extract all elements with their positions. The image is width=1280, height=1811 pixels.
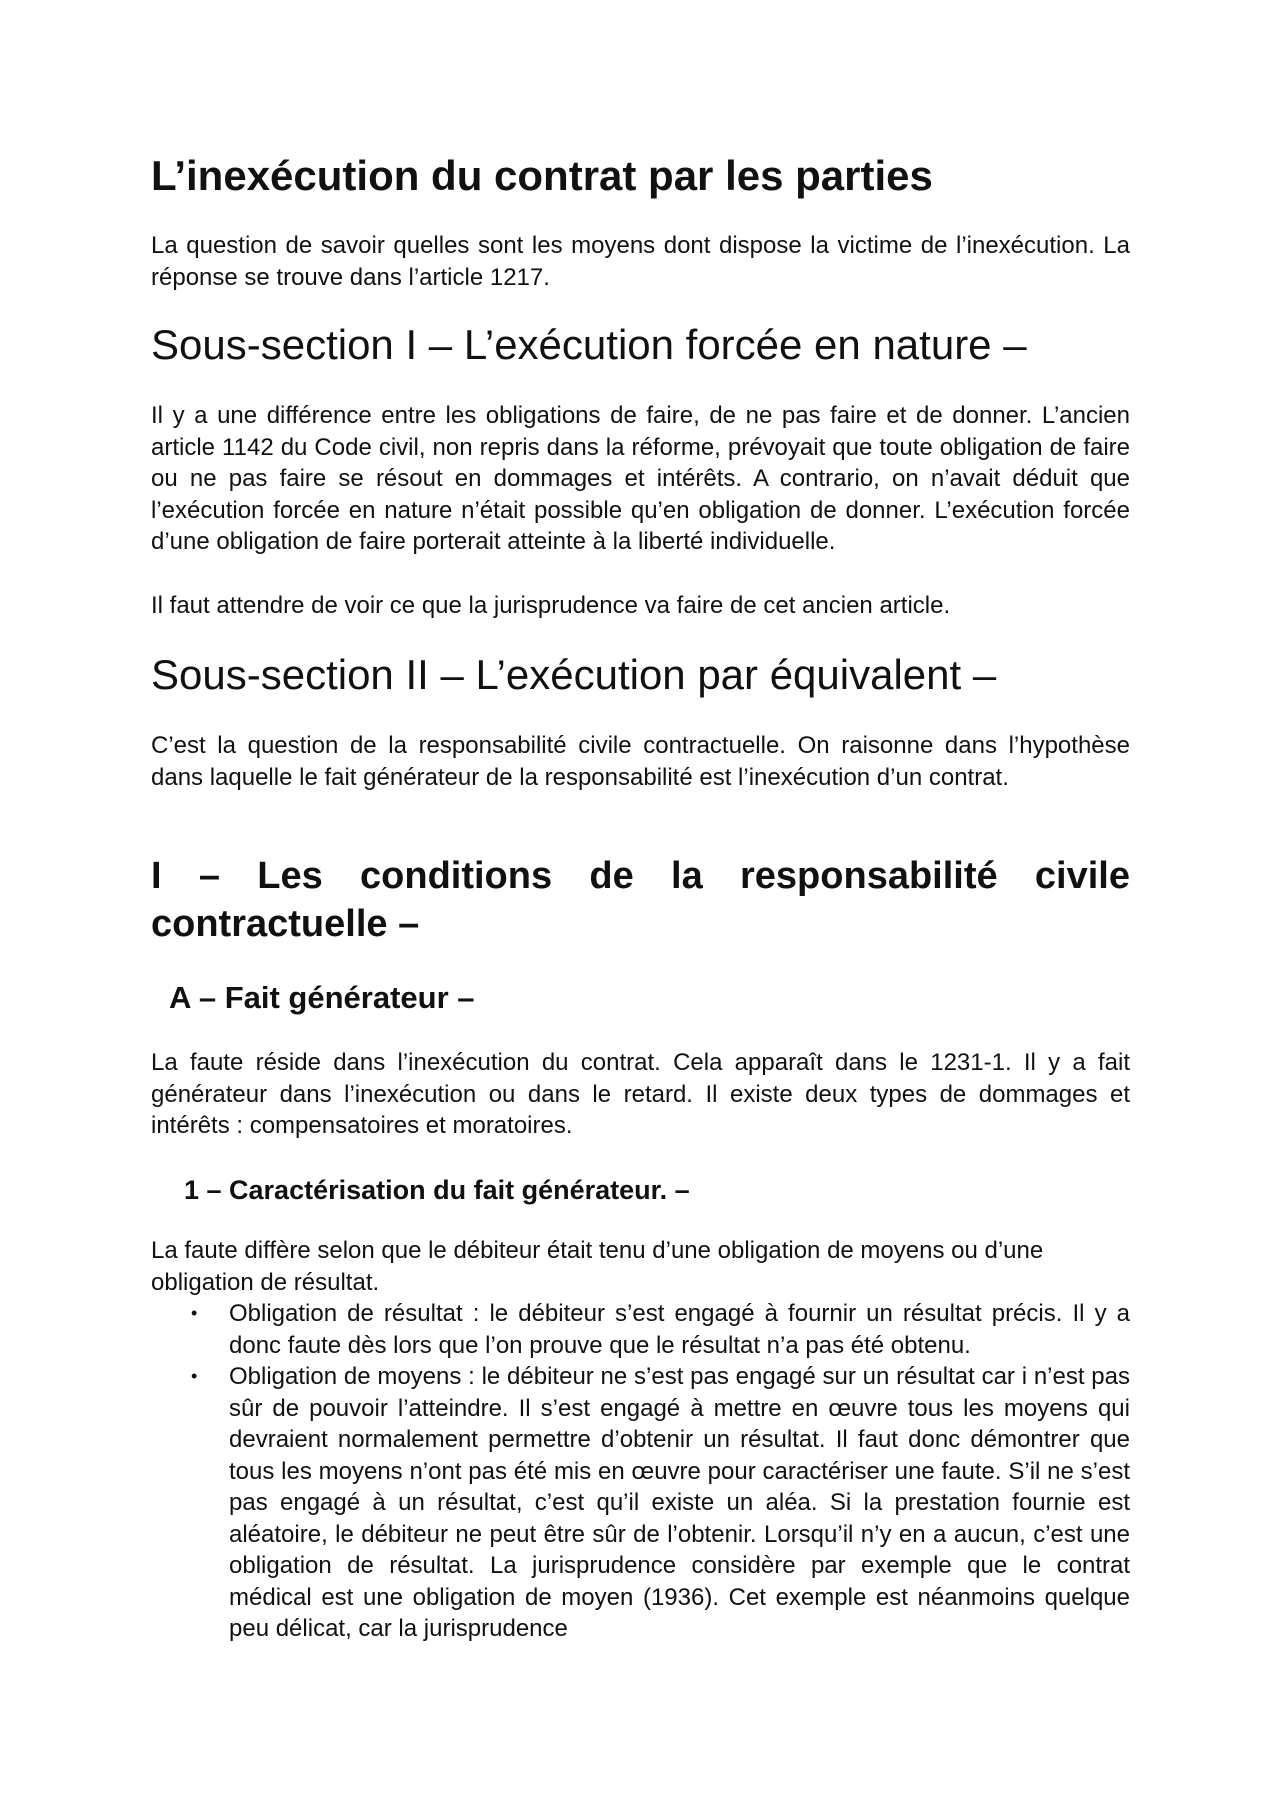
obligations-list xyxy=(151,1298,1130,1645)
subsection-a-heading: A – Fait générateur – xyxy=(169,980,475,1015)
subsection-1-heading: 1 – Caractérisation du fait générateur. – xyxy=(184,1175,690,1205)
subsection-1-paragraph: La faute diffère selon que le débiteur était tenu d’une obligation de moyens ou d’une obligation de résultat. xyxy=(151,1237,1044,1296)
list-item-text: Obligation de résultat : le débiteur s’est engagé à fournir un résultat précis. Il y a donc faute dès lors que l’on prouve que le résultat n’a pas été obtenu. xyxy=(229,1300,1130,1359)
bullet-icon: • xyxy=(191,1303,198,1323)
bullet-icon: • xyxy=(191,1366,198,1386)
list-item xyxy=(151,1361,1130,1645)
part1-heading: I – Les conditions de la responsabilité civile contractuelle – xyxy=(151,855,1130,945)
section2-paragraph-1: C’est la question de la responsabilité civile contractuelle. On raisonne dans l’hypothèse dans laquelle le fait générateur de la responsabilité est l’inexécution d’un contrat. xyxy=(151,732,1130,791)
document-title: L’inexécution du contrat par les parties xyxy=(151,152,933,199)
section2-heading: Sous-section II – L’exécution par équivalent – xyxy=(151,651,997,698)
section1-heading: Sous-section I – L’exécution forcée en nature – xyxy=(151,321,1027,368)
list-item xyxy=(151,1298,1130,1361)
section1-paragraph-1: Il y a une différence entre les obligations de faire, de ne pas faire et de donner. L’ancien article 1142 du Code civil, non repris dans la réforme, prévoyait que toute obligation de faire ou ne pas faire se résout en dommages et intérêts. A contrario, on n’avait déduit que l’exécution forcée en nature n’était possible qu’en obligation de donner. L’exécution forcée d’une obligation de faire porterait atteinte à la liberté individuelle. xyxy=(151,402,1130,555)
subsection-a-paragraph: La faute réside dans l’inexécution du contrat. Cela apparaît dans le 1231-1. Il y a fait générateur dans l’inexécution ou dans le retard. Il existe deux types de dommages et intérêts : compensatoires et moratoires. xyxy=(151,1049,1130,1139)
list-item-text: Obligation de moyens : le débiteur ne s’est pas engagé sur un résultat car i n’est pas sûr de pouvoir l’atteindre. Il s’est engagé à mettre en œuvre tous les moyens qui devraient normalement permettre d’obtenir un résultat. Il faut donc démontrer que tous les moyens n’ont pas été mis en œuvre pour caractériser une faute. S’il ne s’est pas engagé à un résultat, c’est qu’il existe un aléa. Si la prestation fournie est aléatoire, le débiteur ne peut être sûr de l’obtenir. Lorsqu’il n’y en a aucun, c’est une obligation de résultat. La jurisprudence considère par exemple que le contrat médical est une obligation de moyen (1936). Cet exemple est néanmoins quelque peu délicat, car la jurisprudence xyxy=(229,1363,1130,1642)
intro-paragraph: La question de savoir quelles sont les moyens dont dispose la victime de l’inexécution. La réponse se trouve dans l’article 1217. xyxy=(151,232,1130,291)
section1-paragraph-2: Il faut attendre de voir ce que la jurisprudence va faire de cet ancien article. xyxy=(151,592,951,619)
